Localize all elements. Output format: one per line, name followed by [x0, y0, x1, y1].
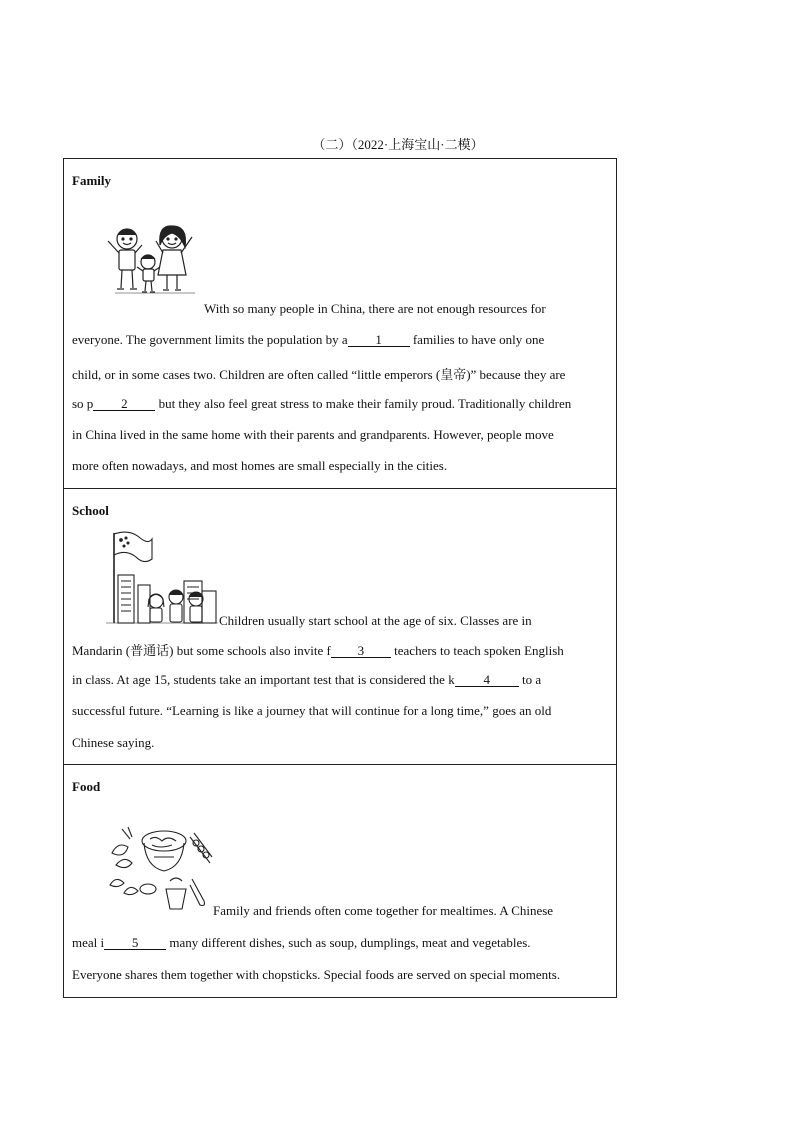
school-line-5: Chinese saying. — [72, 735, 155, 750]
blank-1[interactable]: 1 — [348, 333, 410, 347]
family-line-3: child, or in some cases two. Children are often called “little emperors (皇帝)” because they are — [72, 367, 566, 382]
family-illustration — [100, 223, 210, 295]
food-title: Food — [72, 779, 101, 794]
family-line-5: in China lived in the same home with their parents and grandparents. However, people move — [72, 427, 554, 442]
school-illustration — [104, 529, 220, 625]
food-line-1: Family and friends often come together for mealtimes. A Chinese — [213, 903, 554, 918]
passage-table — [63, 158, 617, 998]
school-line-2: Mandarin (普通话) but some schools also invite f 3 teachers to teach spoken English — [72, 643, 564, 658]
school-line-1: Children usually start school at the age of six. Classes are in — [219, 613, 532, 628]
family-line-1: With so many people in China, there are not enough resources for — [204, 301, 546, 316]
family-cell — [64, 159, 616, 489]
family-line-2: everyone. The government limits the population by a 1 families to have only one — [72, 332, 545, 347]
school-line-4: successful future. “Learning is like a journey that will continue for a long time,” goes an old — [72, 703, 552, 718]
school-title: School — [72, 503, 109, 518]
food-line-3: Everyone shares them together with chopsticks. Special foods are served on special moments. — [72, 967, 561, 982]
blank-3[interactable]: 3 — [331, 644, 391, 658]
blank-4[interactable]: 4 — [455, 673, 519, 687]
blank-5[interactable]: 5 — [104, 936, 166, 950]
school-cell — [64, 489, 616, 765]
question-heading: （二）（2022·上海宝山·二模） — [312, 137, 484, 152]
family-line-6: more often nowadays, and most homes are small especially in the cities. — [72, 458, 448, 473]
food-line-2: meal i 5 many different dishes, such as soup, dumplings, meat and vegetables. — [72, 935, 531, 950]
blank-2[interactable]: 2 — [93, 397, 155, 411]
family-title: Family — [72, 173, 111, 188]
school-line-3: in class. At age 15, students take an important test that is considered the k 4 to a — [72, 672, 542, 687]
family-line-4: so p 2 but they also feel great stress to make their family proud. Traditionally children — [72, 396, 572, 411]
food-cell — [64, 765, 616, 997]
food-illustration — [106, 823, 216, 913]
